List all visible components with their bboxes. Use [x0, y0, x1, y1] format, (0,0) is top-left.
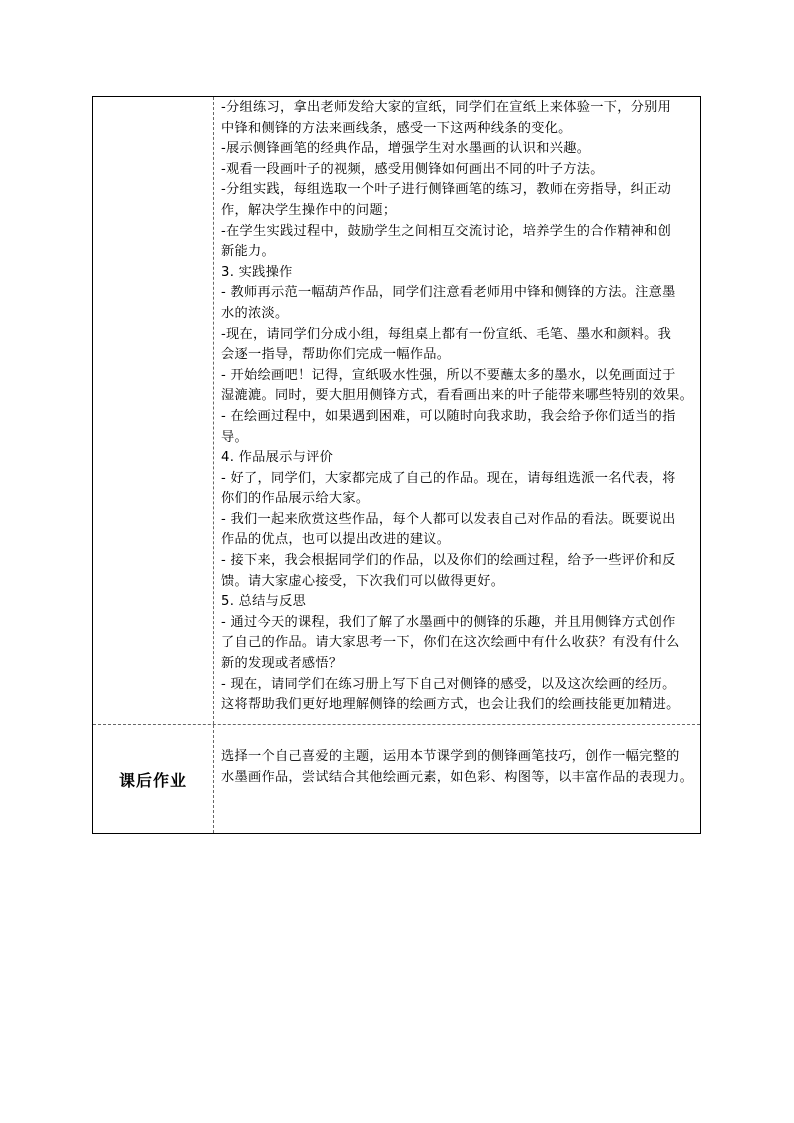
- table-row-homework: [93, 724, 700, 833]
- section-heading: 5. 总结与反思: [221, 594, 307, 610]
- content-line: 水的浓淡。: [221, 305, 289, 321]
- content-line: - 好了，同学们，大家都完成了自己的作品。现在，请每组选派一名代表，将: [221, 470, 676, 486]
- content-line: 导。: [221, 429, 248, 445]
- content-line: - 现在，请同学们在练习册上写下自己对侧锋的感受，以及这次绘画的经历。: [221, 676, 676, 692]
- content-line: 会逐一指导，帮助你们完成一幅作品。: [221, 347, 451, 363]
- content-line: -现在，请同学们分成小组，每组桌上都有一份宣纸、毛笔、墨水和颜料。我: [221, 326, 672, 342]
- lesson-plan-table: [92, 96, 701, 834]
- homework-content-cell: [214, 725, 700, 833]
- row-label-cell: [93, 97, 214, 724]
- content-line: - 在绘画过程中，如果遇到困难，可以随时向我求助，我会给予你们适当的指: [221, 408, 676, 424]
- content-line: 新的发现或者感悟？: [221, 656, 343, 672]
- content-line: 这将帮助我们更好地理解侧锋的绘画方式，也会让我们的绘画技能更加精进。: [221, 697, 680, 713]
- content-line: 馈。请大家虚心接受，下次我们可以做得更好。: [221, 573, 505, 589]
- content-line: 湿漉漉。同时，要大胆用侧锋方式，看看画出来的叶子能带来哪些特别的效果。: [221, 388, 694, 404]
- content-line: - 我们一起来欣赏这些作品，每个人都可以发表自己对作品的看法。既要说出: [221, 511, 676, 527]
- row-label-cell: [93, 725, 214, 833]
- homework-line: 水墨画作品，尝试结合其他绘画元素，如色彩、构图等，以丰富作品的表现力。: [221, 769, 694, 785]
- content-line: 新能力。: [221, 244, 275, 260]
- content-line: 作，解决学生操作中的问题；: [221, 202, 397, 218]
- homework-label: 课后作业: [118, 770, 187, 790]
- content-line: - 通过今天的课程，我们了解了水墨画中的侧锋的乐趣，并且用侧锋方式创作: [221, 614, 676, 630]
- content-line: -在学生实践过程中，鼓励学生之间相互交流讨论，培养学生的合作精神和创: [221, 223, 672, 239]
- homework-line: 选择一个自己喜爱的主题，运用本节课学到的侧锋画笔技巧，创作一幅完整的: [221, 749, 680, 764]
- content-line: 中锋和侧锋的方法来画线条，感受一下这两种线条的变化。: [221, 120, 572, 136]
- content-line: -分组练习，拿出老师发给大家的宣纸，同学们在宣纸上来体验一下，分别用: [221, 100, 672, 115]
- content-line: - 接下来，我会根据同学们的作品，以及你们的绘画过程，给予一些评价和反: [221, 553, 676, 569]
- content-line: 你们的作品展示给大家。: [221, 491, 370, 507]
- content-line: - 开始绘画吧！记得，宣纸吸水性强，所以不要蘸太多的墨水，以免画面过于: [221, 367, 676, 383]
- content-line: - 教师再示范一幅葫芦作品，同学们注意看老师用中锋和侧锋的方法。注意墨: [221, 285, 676, 301]
- section-heading: 3. 实践操作: [221, 264, 293, 280]
- procedure-content-cell: [214, 97, 700, 724]
- section-heading: 4. 作品展示与评价: [221, 450, 334, 466]
- content-line: -展示侧锋画笔的经典作品，增强学生对水墨画的认识和兴趣。: [221, 141, 591, 157]
- table-row-procedure: [93, 97, 700, 724]
- content-line: -分组实践，每组选取一个叶子进行侧锋画笔的练习，教师在旁指导，纠正动: [221, 182, 672, 198]
- content-line: 了自己的作品。请大家思考一下，你们在这次绘画中有什么收获？有没有什么: [221, 635, 680, 651]
- content-line: -观看一段画叶子的视频，感受用侧锋如何画出不同的叶子方法。: [221, 161, 604, 177]
- content-line: 作品的优点，也可以提出改进的建议。: [221, 532, 451, 548]
